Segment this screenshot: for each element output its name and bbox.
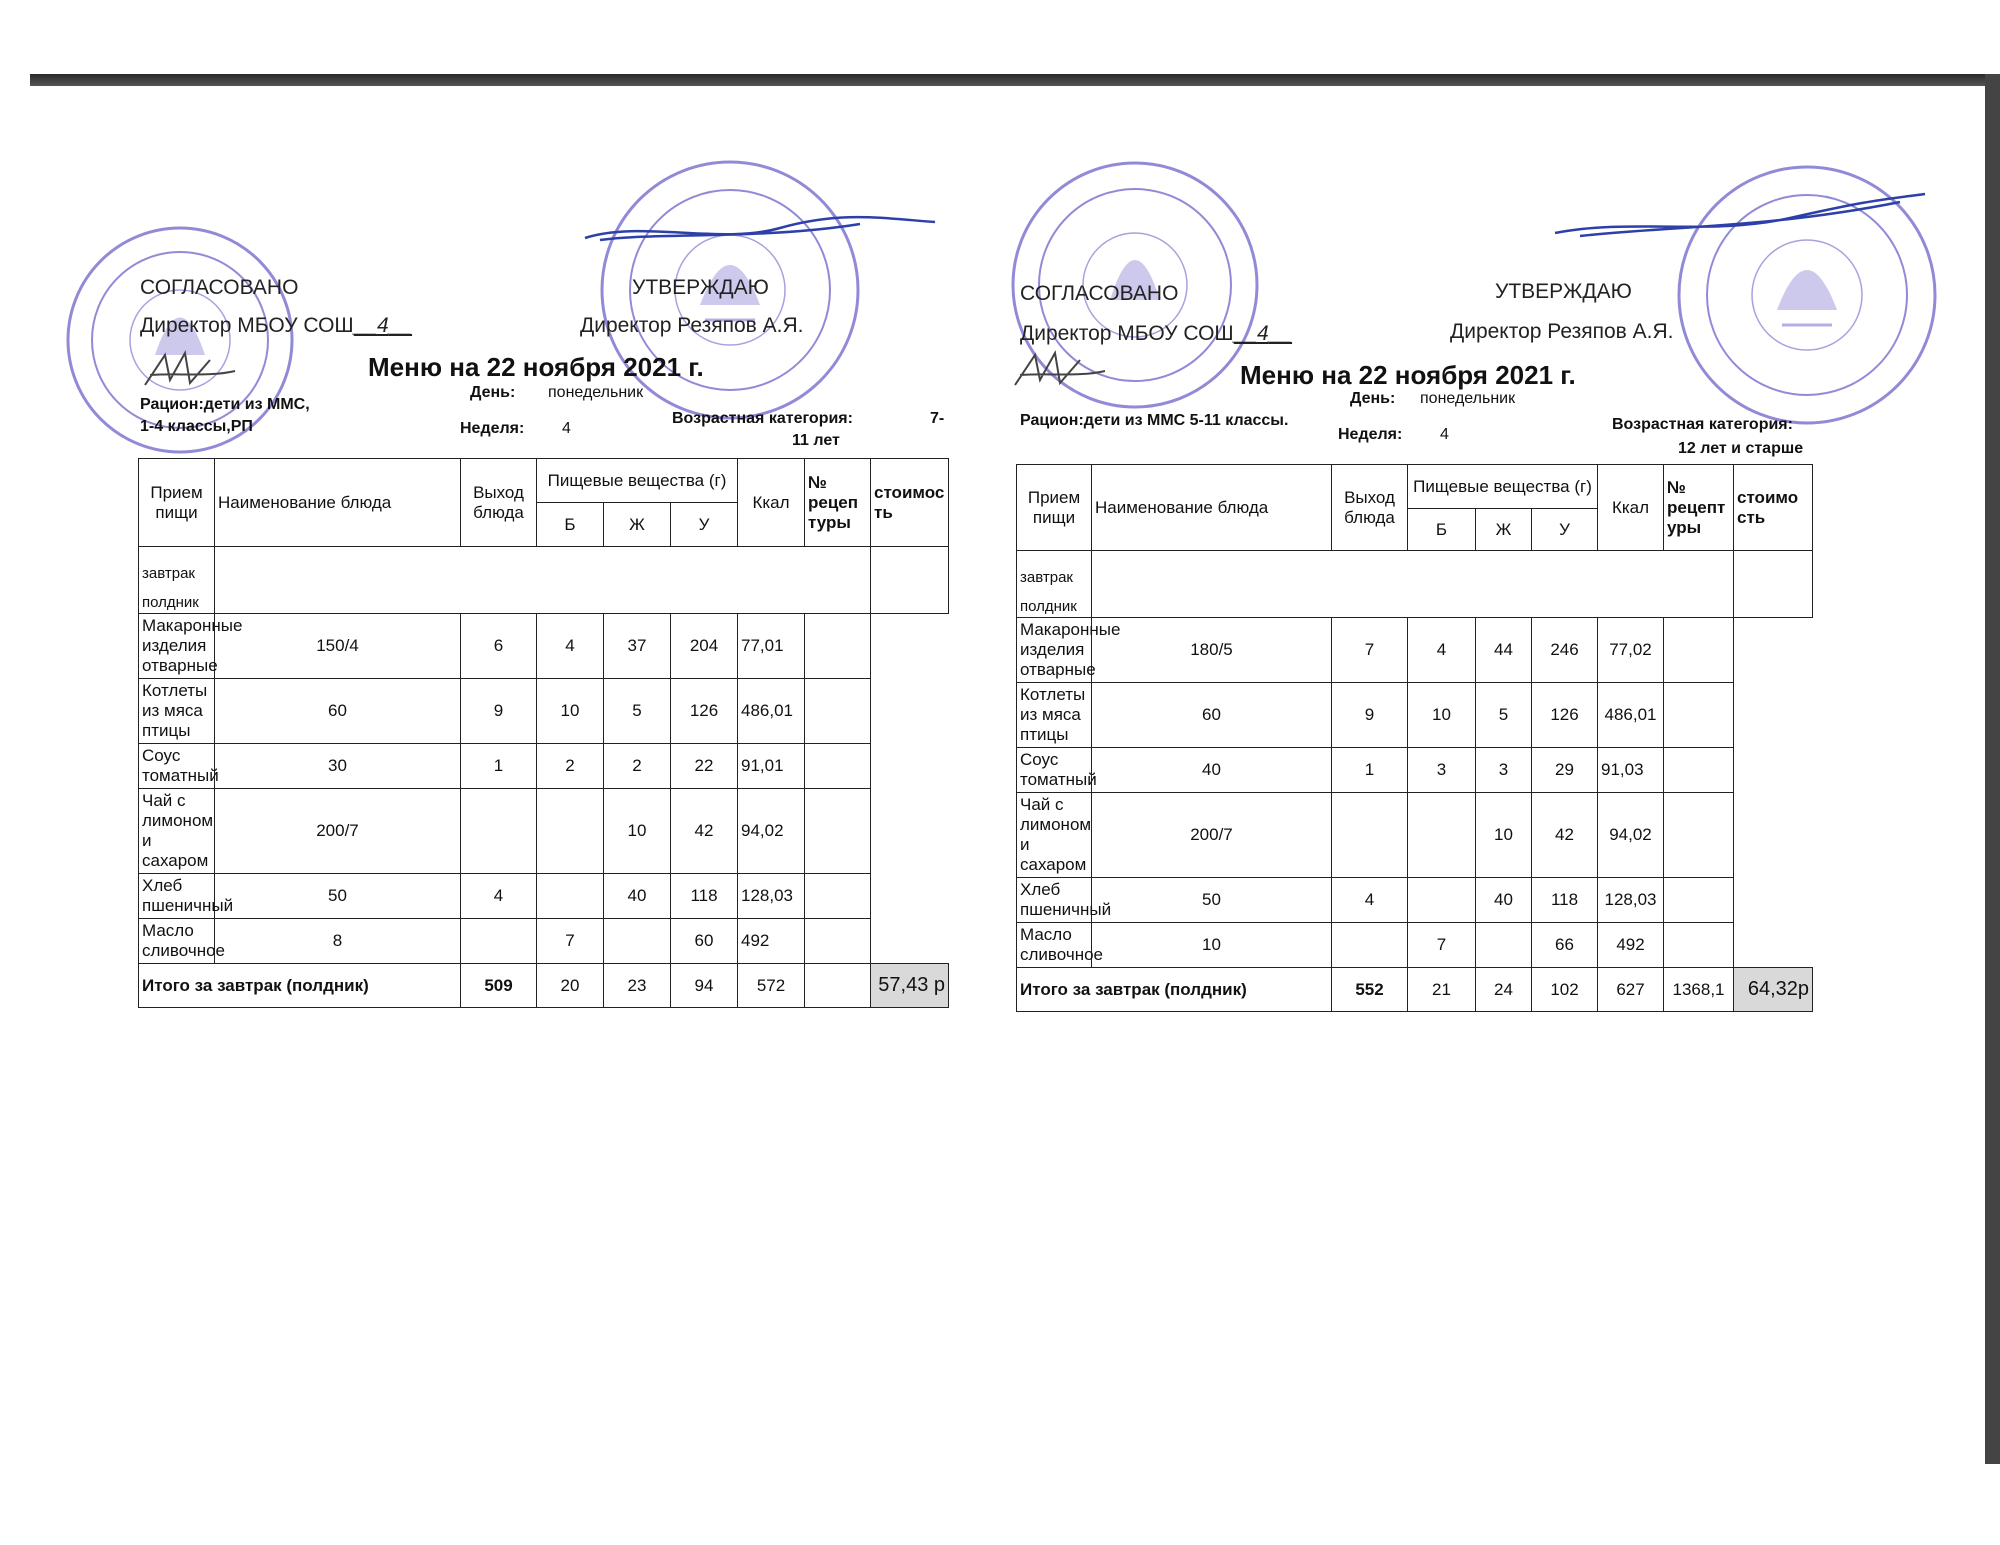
table-row: Чай с лимоном и сахаром 200/7 10 42 94,02 <box>1017 793 1813 878</box>
age-value-line2: 11 лет <box>792 432 840 449</box>
total-row <box>1017 968 1813 1012</box>
col-header-meal: Прием пищи <box>139 459 215 547</box>
approved-label: УТВЕРЖДАЮ <box>632 276 769 299</box>
page-title: Меню на 22 ноября 2021 г. <box>1240 360 1576 390</box>
meal-breakfast: завтрак <box>142 565 195 582</box>
meal-snack: полдник <box>1020 598 1077 615</box>
ration: Рацион:дети из ММС, <box>140 396 310 413</box>
scanner-right-edge <box>1985 74 2000 1464</box>
scan-top-margin <box>0 0 2000 76</box>
meal-cell <box>139 547 215 614</box>
total-yield: 552 <box>1332 968 1408 1012</box>
agreed-by: Директор МБОУ СОШ__4__ <box>140 314 413 337</box>
signature-icon <box>140 345 240 395</box>
col-header-b: Б <box>1408 509 1476 551</box>
age-value: 12 лет и старше <box>1678 440 1804 457</box>
total-row <box>139 964 949 1008</box>
day-label: День: <box>470 384 516 401</box>
table-row: Хлеб пшеничный 50 4 40 118 128,03 <box>1017 878 1813 923</box>
spacer-cell <box>215 547 871 614</box>
spacer-cell <box>1092 551 1734 618</box>
spacer-cell <box>871 547 949 614</box>
spacer-cell <box>1734 551 1813 618</box>
col-header-recipe: № рецепт уры <box>1664 465 1734 551</box>
week-value: 4 <box>562 420 571 437</box>
round-stamp-icon <box>1672 160 1942 430</box>
col-header-u: У <box>1532 509 1598 551</box>
scan-bottom-margin <box>0 1470 2000 1545</box>
total-b: 20 <box>537 964 604 1008</box>
col-header-yield: Выход блюда <box>1332 465 1408 551</box>
total-cost: 57,43 р <box>871 964 949 1008</box>
menu-table-left <box>138 458 949 1008</box>
total-b: 21 <box>1408 968 1476 1012</box>
week-value: 4 <box>1440 426 1449 443</box>
col-header-cost: стоимо сть <box>1734 465 1813 551</box>
total-kcal: 572 <box>738 964 805 1008</box>
meal-cell <box>1017 551 1092 618</box>
week-label: Неделя: <box>1338 426 1403 443</box>
ration-line2: 1-4 классы,РП <box>140 418 253 435</box>
agreed-by: Директор МБОУ СОШ__4__ <box>1020 322 1293 345</box>
table-row: Хлеб пшеничный 50 4 40 118 128,03 <box>139 874 949 919</box>
approved-by: Директор Резяпов А.Я. <box>1450 320 1674 343</box>
col-header-cost: стоимос ть <box>871 459 949 547</box>
week-label: Неделя: <box>460 420 525 437</box>
col-header-dish: Наименование блюда <box>1092 465 1332 551</box>
col-header-dish: Наименование блюда <box>215 459 461 547</box>
col-header-kcal: Ккал <box>1598 465 1664 551</box>
col-header-b: Б <box>537 503 604 547</box>
day-value: понедельник <box>548 384 644 401</box>
col-header-meal: Прием пищи <box>1017 465 1092 551</box>
agreed-label: СОГЛАСОВАНО <box>140 276 299 299</box>
total-zh: 23 <box>604 964 671 1008</box>
signature-icon <box>580 210 940 250</box>
col-header-u: У <box>671 503 738 547</box>
col-header-kcal: Ккал <box>738 459 805 547</box>
table-row: Чай с лимоном и сахаром 200/7 10 42 94,02 <box>139 789 949 874</box>
total-yield: 509 <box>461 964 537 1008</box>
total-u: 94 <box>671 964 738 1008</box>
table-row: Масло сливочное 8 7 60 492 <box>139 919 949 964</box>
rows-left <box>139 614 949 964</box>
col-header-zh: Ж <box>1476 509 1532 551</box>
approved-by: Директор Резяпов А.Я. <box>580 314 804 337</box>
signature-icon <box>1010 345 1110 395</box>
table-row: Соус томатный 40 1 3 3 29 91,03 <box>1017 748 1813 793</box>
age-value: 7- <box>930 410 945 427</box>
day-label: День: <box>1350 390 1396 407</box>
page-title: Меню на 22 ноября 2021 г. <box>368 352 704 382</box>
table-row: Масло сливочное 10 7 66 492 <box>1017 923 1813 968</box>
approved-label: УТВЕРЖДАЮ <box>1495 280 1632 303</box>
table-row: Макаронные изделия отварные 150/4 6 4 37 204 77,01 <box>139 614 949 679</box>
total-recipe: 1368,1 <box>1664 968 1734 1012</box>
meal-snack: полдник <box>142 594 199 611</box>
signature-icon <box>1550 188 1930 248</box>
total-cost: 64,32р <box>1734 968 1813 1012</box>
col-header-zh: Ж <box>604 503 671 547</box>
rows-right <box>1017 618 1813 968</box>
meal-breakfast: завтрак <box>1020 569 1073 586</box>
table-row: Макаронные изделия отварные 180/5 7 4 44 246 77,02 <box>1017 618 1813 683</box>
col-header-nutrients: Пищевые вещества (г) <box>537 459 738 503</box>
total-u: 102 <box>1532 968 1598 1012</box>
col-header-recipe: № рецеп туры <box>805 459 871 547</box>
age-label: Возрастная категория: <box>672 410 853 427</box>
ration: Рацион:дети из ММС 5-11 классы. <box>1020 412 1289 429</box>
col-header-yield: Выход блюда <box>461 459 537 547</box>
total-kcal: 627 <box>1598 968 1664 1012</box>
total-label: Итого за завтрак (полдник) <box>139 964 461 1008</box>
total-zh: 24 <box>1476 968 1532 1012</box>
total-label: Итого за завтрак (полдник) <box>1017 968 1332 1012</box>
scanner-edge-bar <box>30 74 1990 86</box>
table-row: Соус томатный 30 1 2 2 22 91,01 <box>139 744 949 789</box>
menu-table-right <box>1016 464 1813 1012</box>
col-header-nutrients: Пищевые вещества (г) <box>1408 465 1598 509</box>
table-row: Котлеты из мяса птицы 60 9 10 5 126 486,01 <box>1017 683 1813 748</box>
agreed-label: СОГЛАСОВАНО <box>1020 282 1179 305</box>
table-row: Котлеты из мяса птицы 60 9 10 5 126 486,01 <box>139 679 949 744</box>
day-value: понедельник <box>1420 390 1516 407</box>
age-label: Возрастная категория: <box>1612 416 1793 433</box>
total-recipe <box>805 964 871 1008</box>
